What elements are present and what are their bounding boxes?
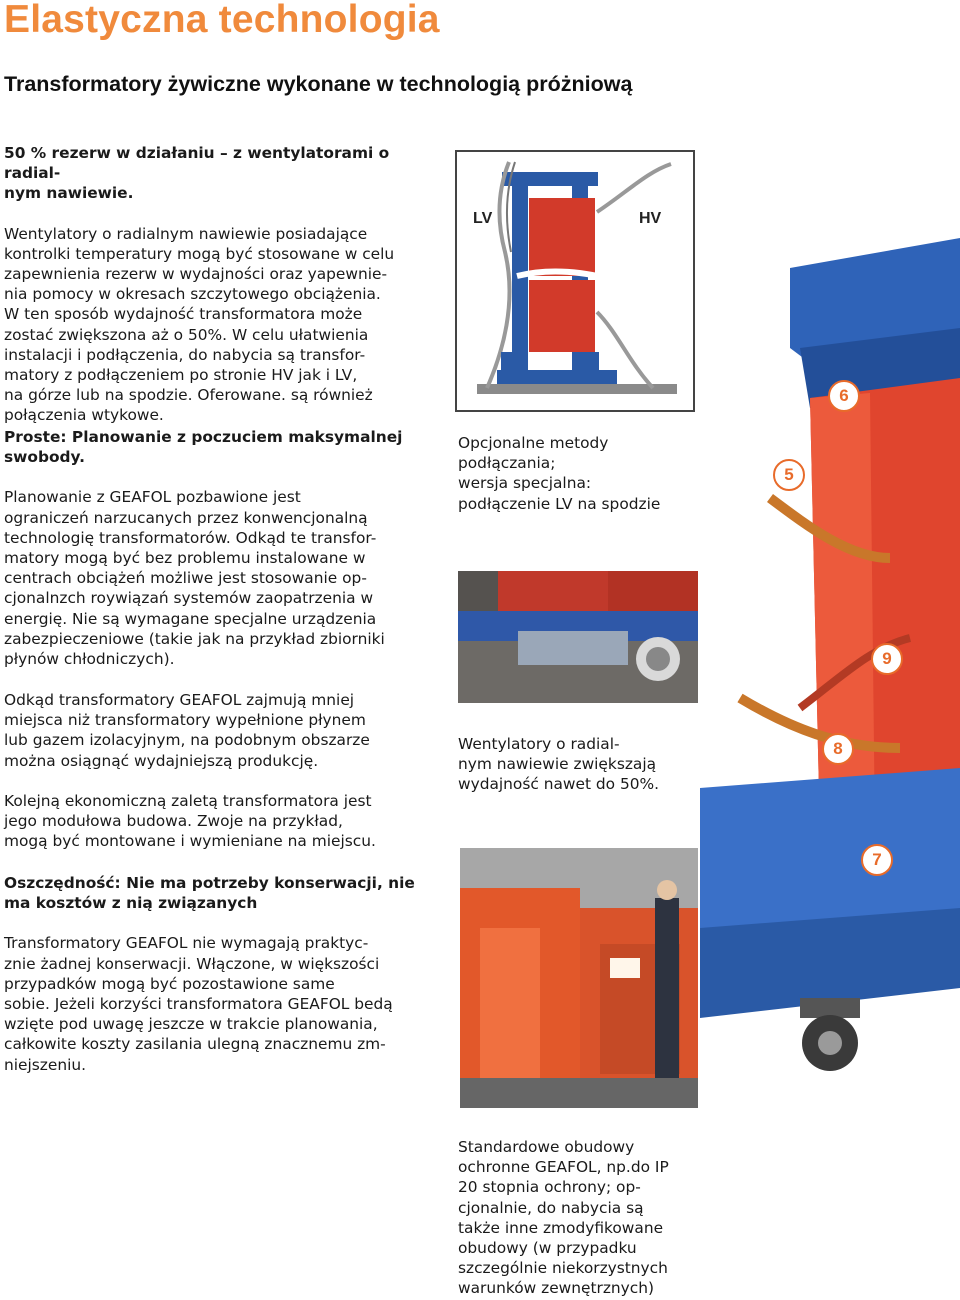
page-subtitle: Transformatory żywiczne wykonane w technologią próżniową (4, 72, 633, 96)
paragraph-line: Odkąd transformatory GEAFOL zajmują mniej (4, 691, 355, 709)
paragraph-line: nia pomocy w okresach szczytowego obciążenia. (4, 285, 381, 304)
caption-connection-methods (458, 433, 708, 514)
lv-label: LV (473, 210, 493, 227)
caption-line: obudowy (w przypadku (458, 1239, 637, 1258)
paragraph-line: Wentylatory o radialnym nawiewie posiadające (4, 224, 368, 243)
transformer-photo-drawing (700, 228, 960, 1158)
section-heading: ma kosztów z nią związanych (4, 894, 258, 913)
paragraph-line: można osiągnąć wydajniejszą produkcję. (4, 751, 319, 770)
caption-line: wersja specjalna: (458, 474, 592, 493)
caption-radial-fans (458, 734, 708, 795)
section-heading: 50 % rezerw w działaniu – z wentylatorami o radial- (4, 144, 390, 183)
paragraph-line: lub gazem izolacyjnym, na podobnym obszarze (4, 731, 370, 750)
paragraph-line: matory z podłączeniem po stronie HV jak i LV, (4, 366, 358, 385)
transformer-photo (700, 228, 960, 1158)
paragraph-line: ograniczeń narzucanych przez konwencjonalną (4, 508, 368, 527)
paragraph-line: technologię transformatorów. Odkąd te transfor- (4, 528, 377, 547)
paragraph-line: połączenia wtykowe. (4, 406, 164, 425)
paragraph-line: kontrolki temperatury mogą być stosowane w celu (4, 244, 395, 263)
caption-line: Opcjonalne metody (458, 434, 609, 452)
fan-photo (458, 571, 698, 703)
caption-line: cjonalnie, do nabycia są (458, 1198, 644, 1217)
section-heading: nym nawiewie. (4, 184, 134, 203)
section-heading: Oszczędność: Nie ma potrzeby konserwacji, nie (4, 874, 415, 892)
paragraph-line: płynów chłodniczych). (4, 650, 175, 669)
section-heading: swobody. (4, 448, 86, 467)
section-heading: Proste: Planowanie z poczuciem maksymalnej (4, 428, 403, 446)
paragraph-line: na górze lub na spodzie. Oferowane. są również (4, 386, 373, 405)
housings-photo-drawing (460, 848, 698, 1108)
caption-line: Wentylatory o radial- (458, 735, 620, 753)
caption-line: wydajność nawet do 50%. (458, 775, 660, 794)
hv-label: HV (639, 210, 662, 227)
paragraph-line: miejsca niż transformatory wypełnione płynem (4, 711, 366, 730)
paragraph-line: matory mogą być bez problemu instalowane w (4, 549, 366, 568)
section-radial-fans (4, 143, 429, 426)
callout-badge-5: 5 (773, 459, 805, 491)
paragraph-line: sobie. Jeżeli korzyści transformatora GEAFOL bedą (4, 995, 393, 1014)
paragraph-line: zabezpieczeniowe (takie jak na przykład zbiorniki (4, 629, 385, 648)
paragraph-line: instalacji i podłączenia, do nabycia są transfor- (4, 345, 366, 364)
paragraph-line: cjonalnzch roywiązań systemów zaopatrzenia w (4, 589, 374, 608)
page-title: Elastyczna technologia (4, 0, 440, 41)
housings-photo (460, 848, 698, 1108)
caption-line: ochronne GEAFOL, np.do IP (458, 1158, 669, 1177)
paragraph-line: niejszeniu. (4, 1055, 87, 1074)
callout-badge-8: 8 (822, 733, 854, 765)
section-planning (4, 427, 429, 669)
paragraph-line: centrach obciążeń możliwe jest stosowanie op- (4, 569, 367, 588)
section-savings (4, 873, 429, 1075)
paragraph-line: zapewnienia rezerw w wydajności oraz yapewnie- (4, 265, 388, 284)
transformer-diagram (455, 150, 695, 412)
paragraph-line: mogą być montowane i wymieniane na miejscu. (4, 832, 376, 851)
paragraph-line: całkowite koszty zasilania ulegną znacznemu zm- (4, 1035, 386, 1054)
paragraph-line: znie żadnej konserwacji. Włączone, w większości (4, 954, 380, 973)
callout-badge-7: 7 (861, 844, 893, 876)
paragraph-line: jego modułowa budowa. Zwoje na przykład, (4, 812, 343, 831)
callout-badge-6: 6 (828, 380, 860, 412)
paragraph-line: zostać zwiększona aż o 50%. W celu ułatwienia (4, 325, 369, 344)
fan-photo-drawing (458, 571, 698, 703)
caption-line: warunków zewnętrznych) (458, 1279, 654, 1298)
paragraph-line: Kolejną ekonomiczną zaletą transformatora jest (4, 792, 372, 810)
caption-line: Standardowe obudowy (458, 1138, 635, 1156)
section-space (4, 690, 429, 771)
caption-line: nym nawiewie zwiększają (458, 755, 657, 774)
caption-line: szczególnie niekorzystnych (458, 1259, 668, 1278)
paragraph-line: energię. Nie są wymagane specjalne urządzenia (4, 609, 377, 628)
paragraph-line: Planowanie z GEAFOL pozbawione jest (4, 488, 301, 507)
caption-line: także inne zmodyfikowane (458, 1218, 664, 1237)
callout-badge-9: 9 (871, 643, 903, 675)
caption-housings (458, 1137, 708, 1299)
caption-line: podłączania; (458, 454, 556, 473)
transformer-diagram-drawing (457, 152, 693, 410)
paragraph-line: W ten sposób wydajność transformatora może (4, 305, 363, 324)
paragraph-line: Transformatory GEAFOL nie wymagają praktyc- (4, 934, 369, 953)
paragraph-line: przypadków mogą być pozostawione same (4, 974, 335, 993)
paragraph-line: wzięte pod uwagę jeszcze w trakcie planowania, (4, 1015, 378, 1034)
section-modular (4, 791, 429, 852)
caption-line: 20 stopnia ochrony; op- (458, 1178, 641, 1197)
caption-line: podłączenie LV na spodzie (458, 494, 661, 513)
